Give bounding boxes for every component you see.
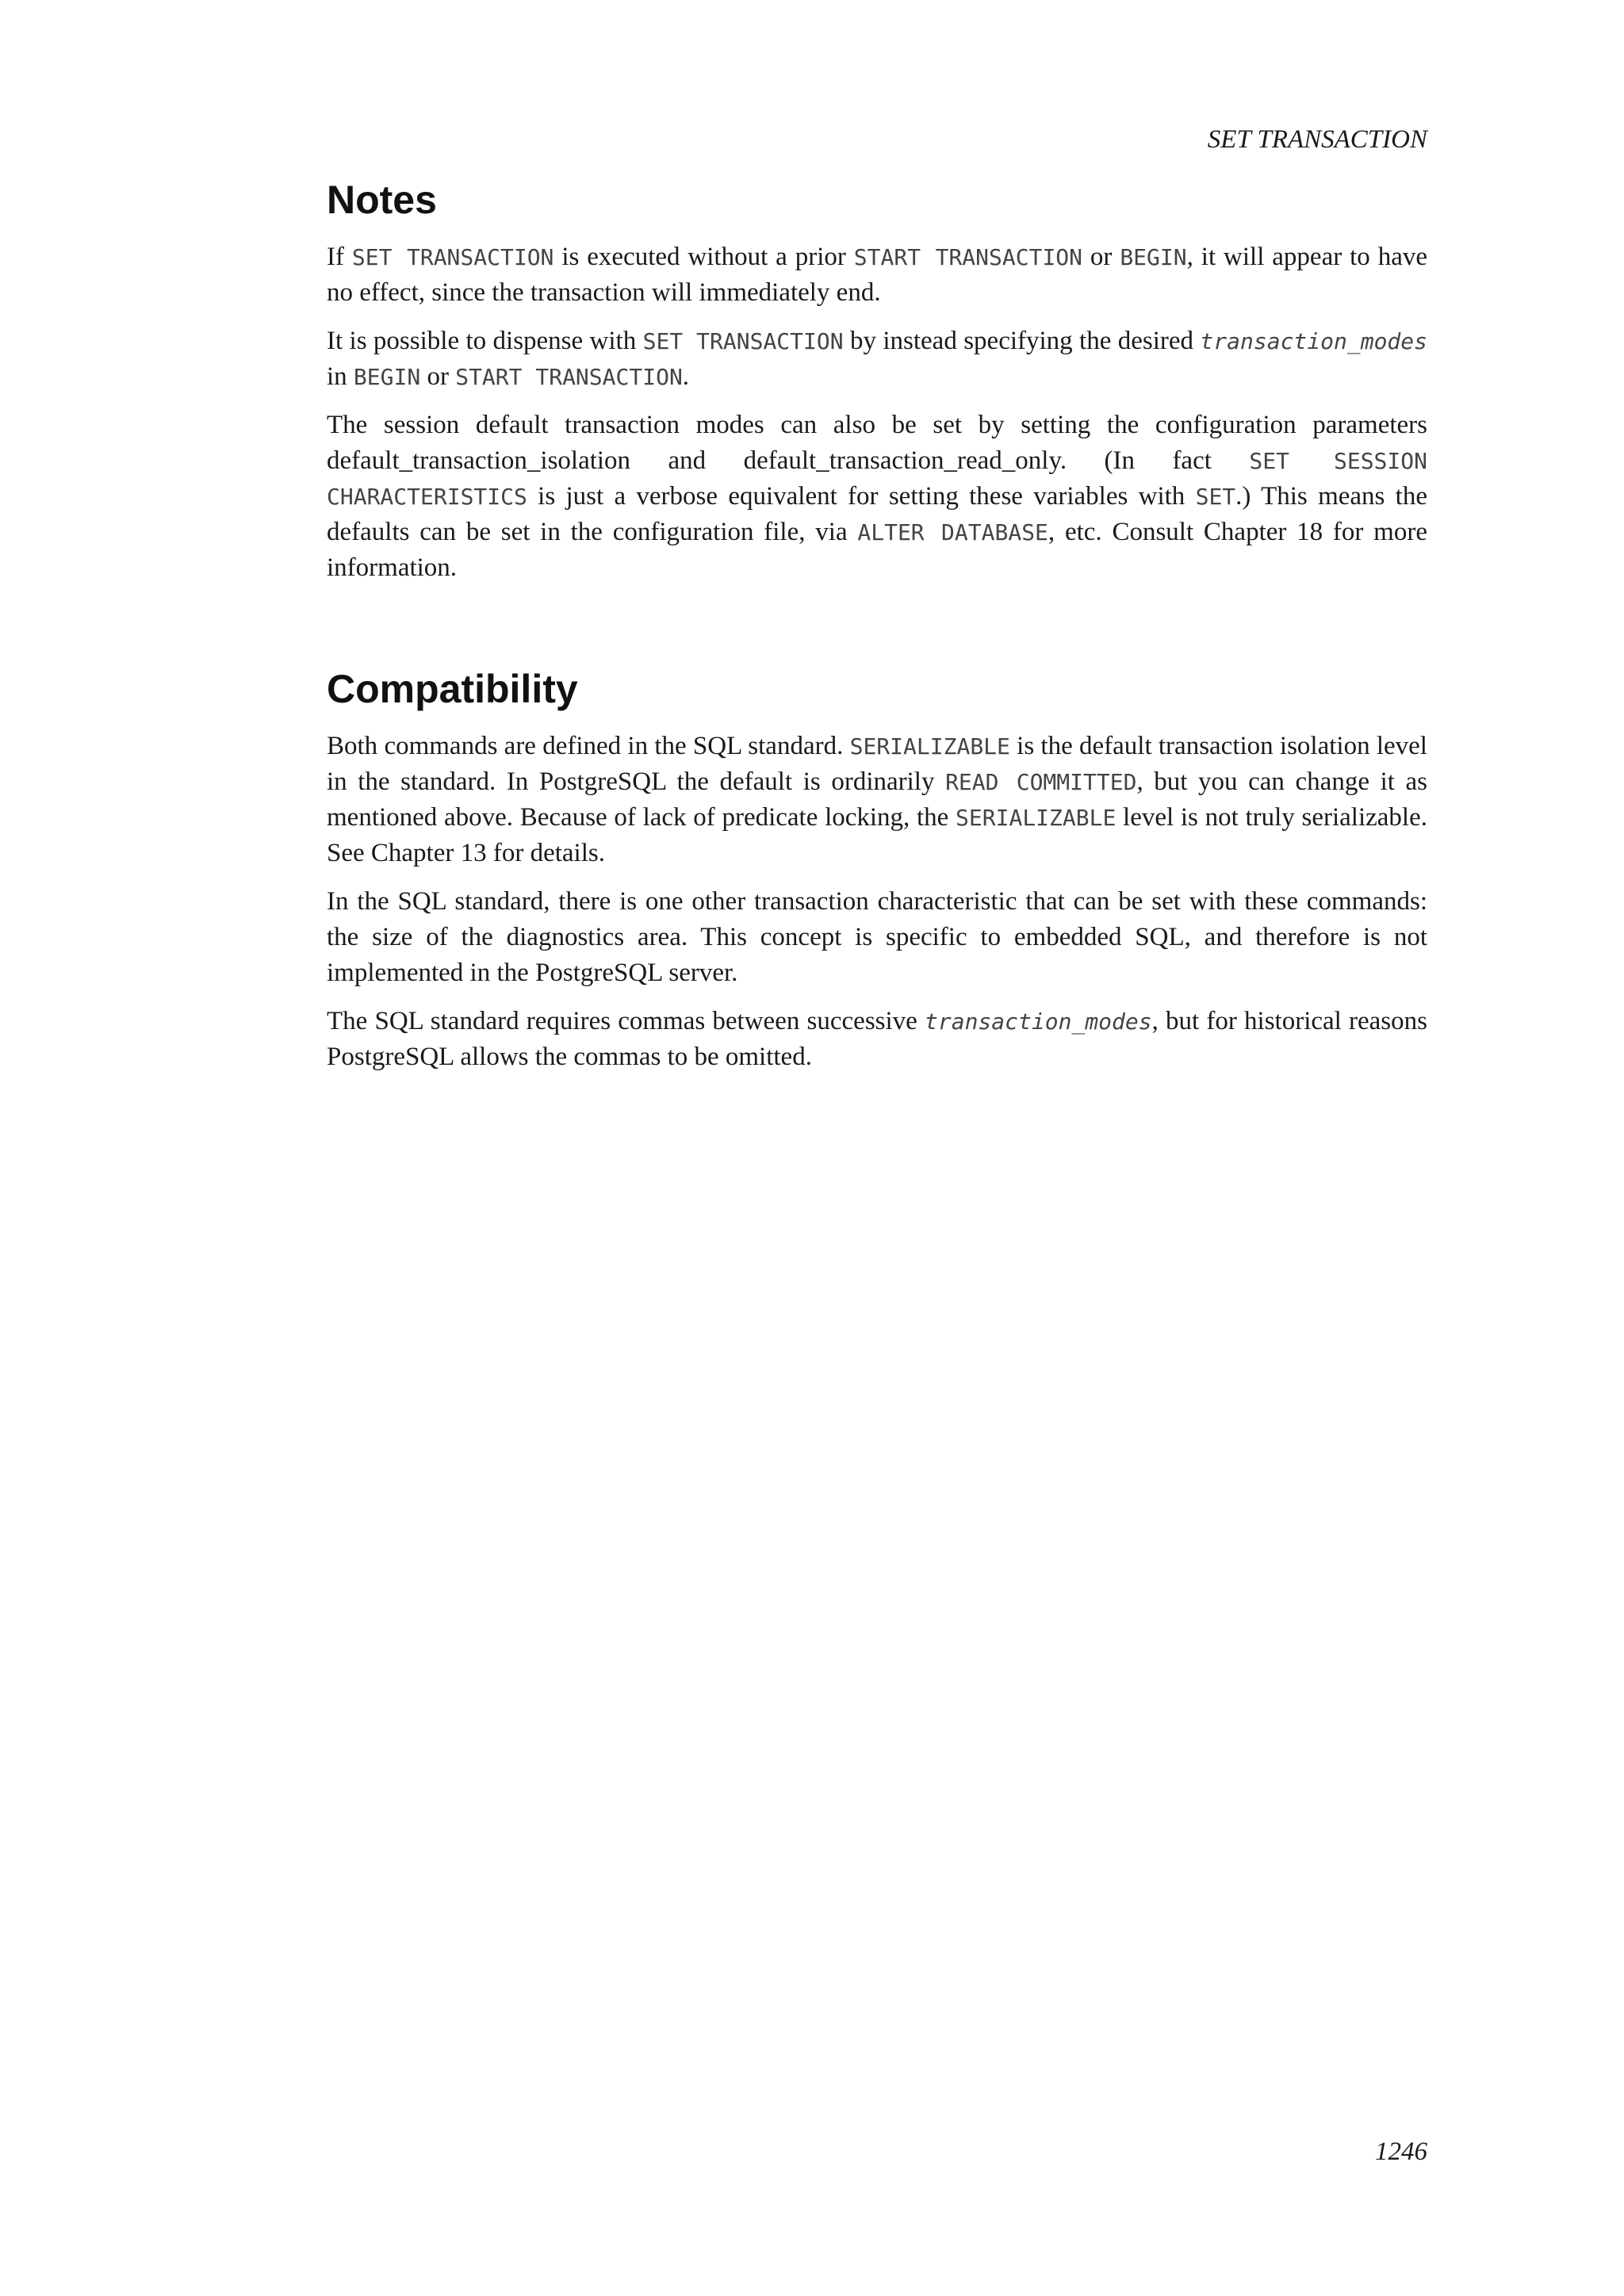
text-run: in	[327, 362, 354, 391]
text-run: , it will appear to have no effect, since the transaction will immediately end.	[327, 243, 1427, 307]
running-header: SET TRANSACTION	[1207, 125, 1427, 154]
code-literal: READ COMMITTED	[945, 769, 1137, 795]
text-run: , etc. Consult Chapter 18 for more information.	[327, 518, 1427, 582]
text-run: , but you can change it as mentioned above. Because of lack of predicate locking, the	[327, 767, 1427, 832]
text-run: , but for historical reasons PostgreSQL allows the commas to be omitted.	[327, 1007, 1427, 1071]
section-spacer	[327, 599, 1427, 665]
notes-paragraph-2	[327, 323, 1427, 395]
text-run: If	[327, 243, 352, 271]
compatibility-paragraph-1	[327, 729, 1427, 871]
text-run: is executed without a prior	[553, 243, 854, 271]
code-literal: SET	[1195, 484, 1236, 510]
code-literal: BEGIN	[1120, 244, 1187, 270]
section-title-compatibility: Compatibility	[327, 667, 578, 711]
text-run: The SQL standard requires commas between successive	[327, 1007, 925, 1035]
text-run: or	[1082, 243, 1120, 271]
text-run: or	[420, 362, 456, 391]
code-literal: BEGIN	[353, 364, 421, 390]
text-run: is the default transaction isolation level in the standard. In PostgreSQL the default is ordinarily	[327, 732, 1427, 796]
notes-paragraph-3	[327, 408, 1427, 586]
text-run: .	[682, 362, 690, 391]
code-literal: ALTER DATABASE	[857, 519, 1048, 545]
code-literal: SET SESSION CHARACTERISTICS	[327, 448, 1427, 510]
text-run: by instead specifying the desired	[843, 327, 1201, 355]
text-run: Both commands are defined in the SQL standard.	[327, 732, 850, 760]
compatibility-paragraph-3	[327, 1004, 1427, 1075]
text-run: .) This means the defaults can be set in the configuration file, via	[327, 482, 1427, 546]
section-title-notes: Notes	[327, 178, 437, 222]
code-literal: SERIALIZABLE	[956, 805, 1116, 831]
code-replaceable: transaction_modes	[1200, 328, 1427, 354]
text-run: It is possible to dispense with	[327, 327, 643, 355]
text-run: level is not truly serializable. See Chapter 13 for details.	[327, 803, 1427, 867]
code-literal: SET TRANSACTION	[642, 328, 844, 354]
text-run: In the SQL standard, there is one other transaction characteristic that can be set with these commands: the size of the diagnostics area. This concept is specific to embedded SQL, and therefore is not implemented in the PostgreSQL server.	[327, 887, 1427, 987]
page-content	[327, 176, 1427, 1088]
text-run: is just a verbose equivalent for setting these variables with	[527, 482, 1196, 511]
compatibility-paragraph-2	[327, 884, 1427, 991]
text-run: The session default transaction modes can also be set by setting the configuration parameters default_transaction_isolation and default_transaction_read_only. (In fact	[327, 411, 1427, 475]
code-literal: START TRANSACTION	[853, 244, 1083, 270]
page-number: 1246	[1375, 2137, 1427, 2166]
code-replaceable: transaction_modes	[925, 1008, 1152, 1035]
code-literal: START TRANSACTION	[455, 364, 683, 390]
code-literal: SET TRANSACTION	[351, 244, 554, 270]
code-literal: SERIALIZABLE	[849, 733, 1010, 760]
notes-paragraph-1	[327, 239, 1427, 311]
